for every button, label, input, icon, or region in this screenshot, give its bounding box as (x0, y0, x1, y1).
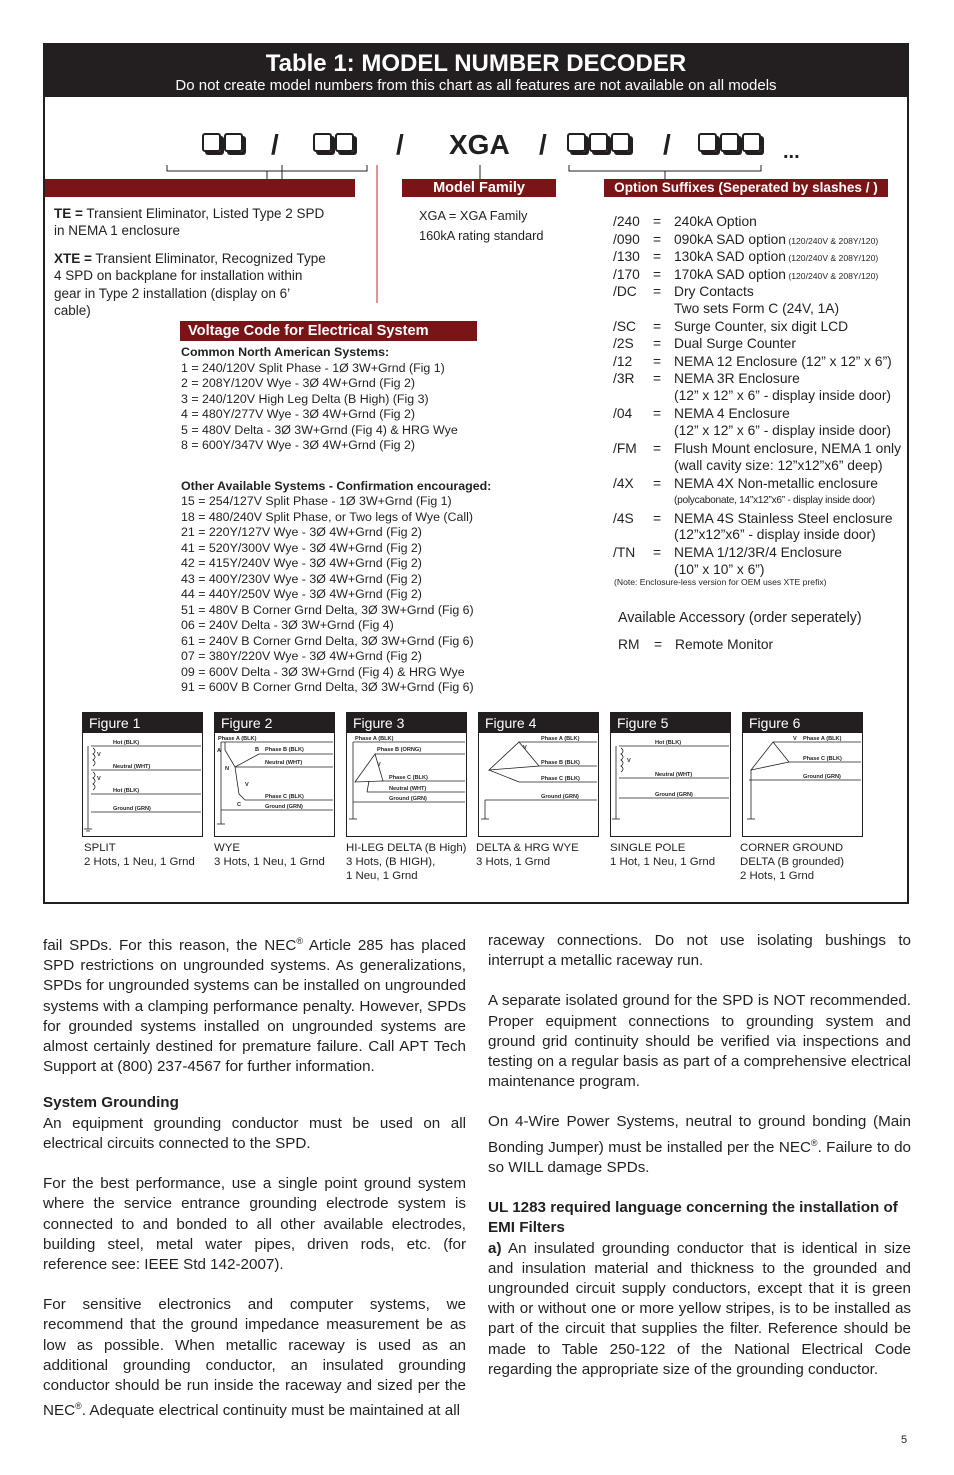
option-eq: = (653, 545, 662, 560)
option-code: /4X (613, 476, 634, 491)
option-desc: Dry Contacts (674, 284, 754, 299)
figure-3-caption: HI-LEG DELTA (B High) 3 Hots, (B HIGH), 1 Neu, 1 Grnd (346, 842, 467, 882)
model-slash: / (396, 129, 404, 160)
paragraph: a) An insulated grounding conductor that is identical in size and insulation material and thickness to the grounded and ungrounded circuit supply conductors, except that it is green with or without one or more yellow stripes, is to be installed as part of the circuit that supplies the filter. Reference should be made to Table 250-122 of the National Electrical Code regarding the appropriate size of the grounding conductor. (488, 1239, 911, 1378)
product-prefix-text (54, 205, 329, 319)
option-code: /4S (613, 511, 634, 526)
model-ellipsis: ... (783, 141, 800, 163)
option-code: /FM (613, 441, 637, 456)
figure-label: Figure 4 (479, 713, 598, 733)
option-code: /04 (613, 406, 633, 421)
voltage-code-item: 4 = 480Y/277V Wye - 3Ø 4W+Grnd (Fig 2) (181, 407, 416, 421)
svg-text:V: V (245, 782, 249, 788)
option-desc: 130kA SAD option (120/240V & 208Y/120) (674, 249, 879, 264)
hi-leg-delta-diagram (347, 734, 467, 837)
figure-5 (610, 712, 731, 837)
figure-1-caption: SPLIT 2 Hots, 1 Neu, 1 Grnd (84, 842, 195, 868)
option-desc: 170kA SAD option (120/240V & 208Y/120) (674, 267, 879, 282)
voltage-code-item: 5 = 480V Delta - 3Ø 3W+Grnd (Fig 4) & HRG Wye (181, 422, 458, 437)
option-eq: = (653, 354, 662, 369)
single-pole-diagram (611, 734, 731, 837)
model-slash: / (539, 129, 547, 160)
option-code: /12 (613, 354, 633, 369)
option-desc: NEMA 4X Non-metallic enclosure (674, 476, 878, 491)
svg-text:Phase C (BLK): Phase C (BLK) (265, 794, 304, 800)
body-right-column (488, 931, 911, 1380)
figure-4-caption: DELTA & HRG WYE 3 Hots, 1 Grnd (476, 842, 579, 868)
option-code: /SC (613, 319, 636, 334)
svg-text:V: V (627, 758, 631, 764)
paragraph: fail SPDs. For this reason, the NEC® Article 285 has placed SPD restrictions on ungrounded systems. As generalizations, SPDs for ungrounded systems can be installed on ungrounded systems with a clamping performance penalty. However, SPDs for grounded systems installed on ungrounded systems are almost certainly destined for premature failure. Call APT Tech Support at (800) 237-4567 for further information. (43, 936, 466, 1076)
body-left-column (43, 931, 466, 1421)
svg-text:A: A (217, 748, 222, 754)
paragraph: On 4-Wire Power Systems, neutral to ground bonding (Main Bonding Jumper) must be installed per the NEC®. Failure to do so WILL damage SPDs. (488, 1113, 911, 1176)
option-desc: Flush Mount enclosure, NEMA 1 only (674, 441, 901, 456)
svg-text:Neutral (WHT): Neutral (WHT) (389, 786, 427, 792)
model-family-header: Model Family (402, 179, 556, 197)
paragraph: An equipment grounding conductor must be used on all electrical circuits connected to the SPD. (43, 1114, 466, 1152)
option-eq: = (653, 511, 662, 526)
voltage-code-item: 09 = 600V Delta - 3Ø 3W+Grnd (Fig 4) & HRG Wye (181, 664, 465, 679)
model-family-list (419, 206, 544, 246)
figure-label: Figure 5 (611, 713, 730, 733)
voltage-code-item: 43 = 400Y/230V Wye - 3Ø 4W+Grnd (Fig 2) (181, 571, 422, 586)
accessory-desc: Remote Monitor (675, 637, 774, 652)
svg-text:Phase B (BLK): Phase B (BLK) (265, 747, 304, 753)
voltage-code-item: 15 = 254/127V Split Phase - 1Ø 3W+Grnd (Fig 1) (181, 494, 452, 508)
paragraph: raceway connections. Do not use isolating bushings to interrupt a metallic raceway run. (488, 932, 911, 970)
svg-text:Ground (GRN): Ground (GRN) (265, 804, 303, 810)
figure-6-caption: CORNER GROUND DELTA (B grounded) 2 Hots, 1 Grnd (740, 842, 845, 882)
oem-note: (Note: Enclosure-less version for OEM uses XTE prefix) (614, 577, 827, 587)
option-eq: = (653, 336, 662, 351)
model-family-line: 160kA rating standard (419, 228, 544, 243)
voltage-code-item: 1 = 240/120V Split Phase - 1Ø 3W+Grnd (Fig 1) (181, 360, 445, 375)
svg-text:Phase C (BLK): Phase C (BLK) (803, 756, 842, 762)
paragraph: A separate isolated ground for the SPD is NOT recommended. Proper equipment connections to grounding system and ground grid continuity should be verified via inspections and testing on a regular basis as part of a comprehensive electrical maintenance program. (488, 992, 911, 1091)
voltage-code-item: 44 = 440Y/250V Wye - 3Ø 4W+Grnd (Fig 2) (181, 587, 422, 601)
other-systems-list (181, 494, 571, 696)
model-family-line: XGA = XGA Family (419, 208, 528, 223)
voltage-code-item: 18 = 480/240V Split Phase, or Two legs of Wye (Call) (181, 509, 474, 524)
option-desc: Dual Surge Counter (674, 336, 796, 351)
svg-text:Ground (GRN): Ground (GRN) (655, 792, 693, 798)
page-number: 5 (901, 1434, 908, 1446)
other-systems-title: Other Available Systems - Confirmation encouraged: (181, 478, 492, 493)
wye-diagram (215, 734, 335, 837)
figure-5-caption: SINGLE POLE 1 Hot, 1 Neu, 1 Grnd (610, 842, 716, 868)
svg-text:Ground (GRN): Ground (GRN) (389, 796, 427, 802)
option-eq: = (653, 267, 662, 282)
option-desc: NEMA 1/12/3R/4 Enclosure (674, 545, 842, 560)
model-family-code: XGA (449, 129, 510, 160)
option-desc: NEMA 4S Stainless Steel enclosure (674, 511, 893, 526)
figure-4 (478, 712, 599, 837)
figure-label: Figure 3 (347, 713, 466, 733)
option-code: /090 (613, 232, 640, 247)
svg-text:Neutral (WHT): Neutral (WHT) (655, 772, 693, 778)
voltage-code-item: 3 = 240/120V High Leg Delta (B High) (Fig 3) (181, 391, 429, 406)
voltage-code-item: 8 = 600Y/347V Wye - 3Ø 4W+Grnd (Fig 2) (181, 438, 416, 452)
svg-text:Phase A (BLK): Phase A (BLK) (355, 736, 394, 742)
svg-text:B: B (255, 747, 260, 753)
option-code: /TN (613, 545, 636, 560)
svg-text:Hot (BLK): Hot (BLK) (113, 740, 140, 746)
option-desc: NEMA 3R Enclosure (674, 371, 800, 386)
option-desc: Surge Counter, six digit LCD (674, 319, 849, 334)
paragraph: For the best performance, use a single point ground system where the service entrance grounding electrode system is connected to and bonded to all other available electrodes, building steel, metal water pipes, driven rods, etc. (for reference see: IEEE Std 142-2007). (43, 1175, 466, 1273)
option-eq: = (653, 371, 662, 386)
svg-text:Phase C (BLK): Phase C (BLK) (541, 776, 580, 782)
option-eq: = (653, 319, 662, 334)
option-suffixes-header: Option Suffixes (Seperated by slashes / ) (604, 179, 888, 197)
svg-text:Neutral (WHT): Neutral (WHT) (113, 764, 151, 770)
svg-text:V: V (97, 776, 101, 782)
accessory-eq: = (654, 637, 663, 652)
svg-text:Hot (BLK): Hot (BLK) (655, 740, 682, 746)
option-code: /DC (613, 284, 637, 299)
svg-text:Phase A (BLK): Phase A (BLK) (541, 736, 580, 742)
common-systems-list (181, 361, 571, 454)
voltage-code-item: 2 = 208Y/120V Wye - 3Ø 4W+Grnd (Fig 2) (181, 376, 416, 390)
figure-1 (82, 712, 203, 837)
voltage-code-list (181, 345, 571, 696)
option-eq: = (653, 284, 662, 299)
option-desc: NEMA 4 Enclosure (674, 406, 790, 421)
svg-text:N: N (225, 766, 230, 772)
figure-2-caption: WYE 3 Hots, 1 Neu, 1 Grnd (214, 842, 325, 868)
accessory-title: Available Accessory (order seperately) (618, 610, 862, 626)
svg-text:Phase B (ORNG): Phase B (ORNG) (377, 747, 422, 753)
svg-text:C: C (237, 802, 242, 808)
corner-ground-delta-diagram (743, 734, 863, 837)
option-eq: = (653, 441, 662, 456)
figure-label: Figure 1 (83, 713, 202, 733)
common-systems-title: Common North American Systems: (181, 345, 390, 359)
option-eq: = (653, 214, 662, 229)
option-code: /240 (613, 214, 640, 229)
option-desc: 240kA Option (674, 214, 757, 229)
table-title: Table 1: MODEL NUMBER DECODER (265, 50, 687, 77)
svg-text:V: V (377, 762, 381, 768)
option-code: /170 (613, 267, 640, 282)
option-eq: = (653, 249, 662, 264)
voltage-code-item: 06 = 240V Delta - 3Ø 3W+Grnd (Fig 4) (181, 618, 394, 632)
svg-text:Ground (GRN): Ground (GRN) (541, 794, 579, 800)
option-code: /3R (613, 371, 635, 386)
svg-text:Phase B (BLK): Phase B (BLK) (541, 760, 580, 766)
product-prefix-bar (45, 179, 355, 197)
option-code: /2S (613, 336, 634, 351)
voltage-code-item: 07 = 380Y/220V Wye - 3Ø 4W+Grnd (Fig 2) (181, 649, 422, 663)
voltage-code-item: 51 = 480V B Corner Grnd Delta, 3Ø 3W+Grnd (Fig 6) (181, 602, 474, 617)
figure-6 (742, 712, 863, 837)
section-heading: UL 1283 required language concerning the installation of EMI Filters (488, 1199, 898, 1237)
table-subtitle: Do not create model numbers from this chart as all features are not available on all models (175, 77, 777, 94)
figure-2 (214, 712, 335, 837)
accessory-code: RM (618, 637, 640, 652)
figure-label: Figure 2 (215, 713, 334, 733)
svg-text:V: V (523, 745, 527, 751)
xte-definition: XTE = Transient Eliminator, Recognized Type 4 SPD on backplane for installation within gear in Type 2 installation (display on 6’ cable) (54, 250, 326, 319)
svg-text:Ground (GRN): Ground (GRN) (803, 774, 841, 780)
option-code: /130 (613, 249, 640, 264)
delta-diagram (479, 734, 599, 837)
svg-text:Ground (GRN): Ground (GRN) (113, 806, 151, 812)
voltage-code-item: 42 = 415Y/240V Wye - 3Ø 4W+Grnd (Fig 2) (181, 556, 422, 570)
section-heading: System Grounding (43, 1094, 179, 1112)
svg-text:Phase C (BLK): Phase C (BLK) (389, 775, 428, 781)
option-desc: 090kA SAD option (120/240V & 208Y/120) (674, 232, 879, 247)
voltage-code-item: 91 = 600V B Corner Grnd Delta, 3Ø 3W+Grnd (Fig 6) (181, 680, 474, 694)
model-decoder-table: Table 1: MODEL NUMBER DECODER Do not create model numbers from this chart as all features are not available on all models / / XGA / / ... TE = Transient Eliminator, Listed Type 2 SPD in NEMA 1 enclosure XTE = Transient Eliminator, Recognized Type 4 SPD on backplane for installation within gear in Type 2 installation (display on 6’ cable) Model Family XGA = XGA Family 160kA rating standard Option Suffixes (Seperated by slashes / ) /240 = 240kA Option /090 = 090kA SAD option (120/240V & 208Y/120) /130 = 130kA SAD option (120/240V & 208Y/120) /170 = 170kA SAD option (120/240V & 208Y/120) /DC = Dry Contacts Two sets Form C (24V, 1A) /SC = Surge Counter, six digit LCD /2S = Dual Surge Counter /12 = NEMA 12 Enclosure (12” x 12” x 6”) /3R = NEMA 3R Enclosure (12” x 12” x 6” - display inside door) /04 = NEMA 4 Enclosure (12” x 12” x 6” - display inside door) /FM = Flush Mount enclosure, NEMA 1 only (wall cavity size: 12”x12”x6” deep) /4X = NEMA 4X Non-metallic enclosure (polycabonate, 14”x12”x6” - display inside door) /4S = NEMA 4S Stainless Steel enclosure (12”x12”x6” - display inside door) /TN = NEMA 1/12/3R/4 Enclosure (10” x 10” x 6”) (Note: Enclosure-less version for OEM uses XTE prefix) Available Accessory (order seperately) RM = Remote Monitor Voltage Code for Electrical System Common North American Systems: 1 = 240/120V Split Phase - 1Ø 3W+Grnd (Fig 1) 2 = 208Y/120V Wye - 3Ø 4W+Grnd (Fig 2) 3 = 240/120V High Leg Delta (B High) (Fig 3) 4 = 480Y/277V Wye - 3Ø 4W+Grnd (Fig 2) 5 = 480V Delta - 3Ø 3W+Grnd (Fig 4) & HRG Wye 8 = 600Y/347V Wye - 3Ø 4W+Grnd (Fig 2) Other Available Systems - Confirmation encouraged: 15 = 254/127V Split Phase - 1Ø 3W+Grnd (Fig 1) 18 = 480/240V Split Phase, or Two legs of Wye (Call) 21 = 220Y/127V Wye - 3Ø 4W+Grnd (Fig 2) 41 = 520Y/300V Wye - 3Ø 4W+Grnd (Fig 2) 42 = 415Y/240V Wye - 3Ø 4W+Grnd (Fig 2) 43 = 400Y/230V Wye - 3Ø 4W+Grnd (Fig 2) 44 = 440Y/250V Wye - 3Ø 4W+Grnd (Fig 2) 51 = 480V B Corner Grnd Delta, 3Ø 3W+Grnd (Fig 6) 06 = 240V Delta - 3Ø 3W+Grnd (Fig 4) 61 = 240V B Corner Grnd Delta, 3Ø 3W+Grnd (Fig 6) 07 = 380Y/220V Wye - 3Ø 4W+Grnd (Fig 2) 09 = 600V Delta - 3Ø 3W+Grnd (Fig 4) & HRG Wye 91 = 600V B Corner Grnd Delta, 3Ø 3W+Grnd (Fig 6) Figure 1 V V Hot (BLK) Neutral (WHT) Hot (BLK) Ground (GRN) Figure 2 Phase A (BLK) Phase B (BLK) Neutral (WHT) Phase C (BLK) Ground (GRN) A B N C V Figure 3 Phase A (BLK) Phase B (ORNG) Phase C (BLK) Neutral (WHT) Ground (GRN) V Figure 4 Phase A (BLK) Phase B (BLK) Phase C (BLK) Ground (GRN) V Figure 5 V Hot (BLK) Neutral (WHT) Ground (GRN) Figure 6 Phase A (BLK) Phase C (BLK) Ground (GRN) V SPLIT 2 Hots, 1 Neu, 1 Grnd WYE 3 Hots, 1 Neu, 1 Grnd HI-LEG DELTA (B High) 3 Hots, (B HIGH), 1 Neu, 1 Grnd DELTA & HRG WYE 3 Hots, 1 Grnd SINGLE POLE 1 Hot, 1 Neu, 1 Grnd CORNER GROUND DELTA (B grounded) 2 Hots, 1 Grnd (43, 43, 909, 904)
figure-3 (346, 712, 467, 837)
voltage-code-item: 41 = 520Y/300V Wye - 3Ø 4W+Grnd (Fig 2) (181, 540, 422, 555)
voltage-code-item: 61 = 240V B Corner Grnd Delta, 3Ø 3W+Grnd (Fig 6) (181, 633, 474, 648)
figure-label: Figure 6 (743, 713, 862, 733)
svg-text:Phase A (BLK): Phase A (BLK) (218, 736, 257, 742)
model-slash: / (663, 129, 671, 160)
svg-text:Neutral (WHT): Neutral (WHT) (265, 760, 303, 766)
option-desc: NEMA 12 Enclosure (12” x 12” x 6”) (674, 354, 892, 369)
option-eq: = (653, 476, 662, 491)
option-eq: = (653, 232, 662, 247)
svg-text:V: V (97, 752, 101, 758)
model-slash: / (271, 129, 279, 160)
svg-text:Phase A (BLK): Phase A (BLK) (803, 736, 842, 742)
option-eq: = (653, 406, 662, 421)
voltage-code-header: Voltage Code for Electrical System (180, 321, 477, 341)
svg-text:V: V (793, 736, 797, 742)
split-phase-diagram (83, 734, 203, 837)
te-definition: TE = Transient Eliminator, Listed Type 2 SPD in NEMA 1 enclosure (54, 206, 325, 239)
svg-text:Hot (BLK): Hot (BLK) (113, 788, 140, 794)
voltage-code-item: 21 = 220Y/127V Wye - 3Ø 4W+Grnd (Fig 2) (181, 525, 422, 539)
paragraph: For sensitive electronics and computer systems, we recommend that the ground impedance measurement be as low as possible. When metallic raceway is used as an additional grounding conductor, an insulated grounding conductor should be run inside the raceway and sized per the NEC®. Adequate electrical continuity must be maintained at all (43, 1296, 466, 1420)
